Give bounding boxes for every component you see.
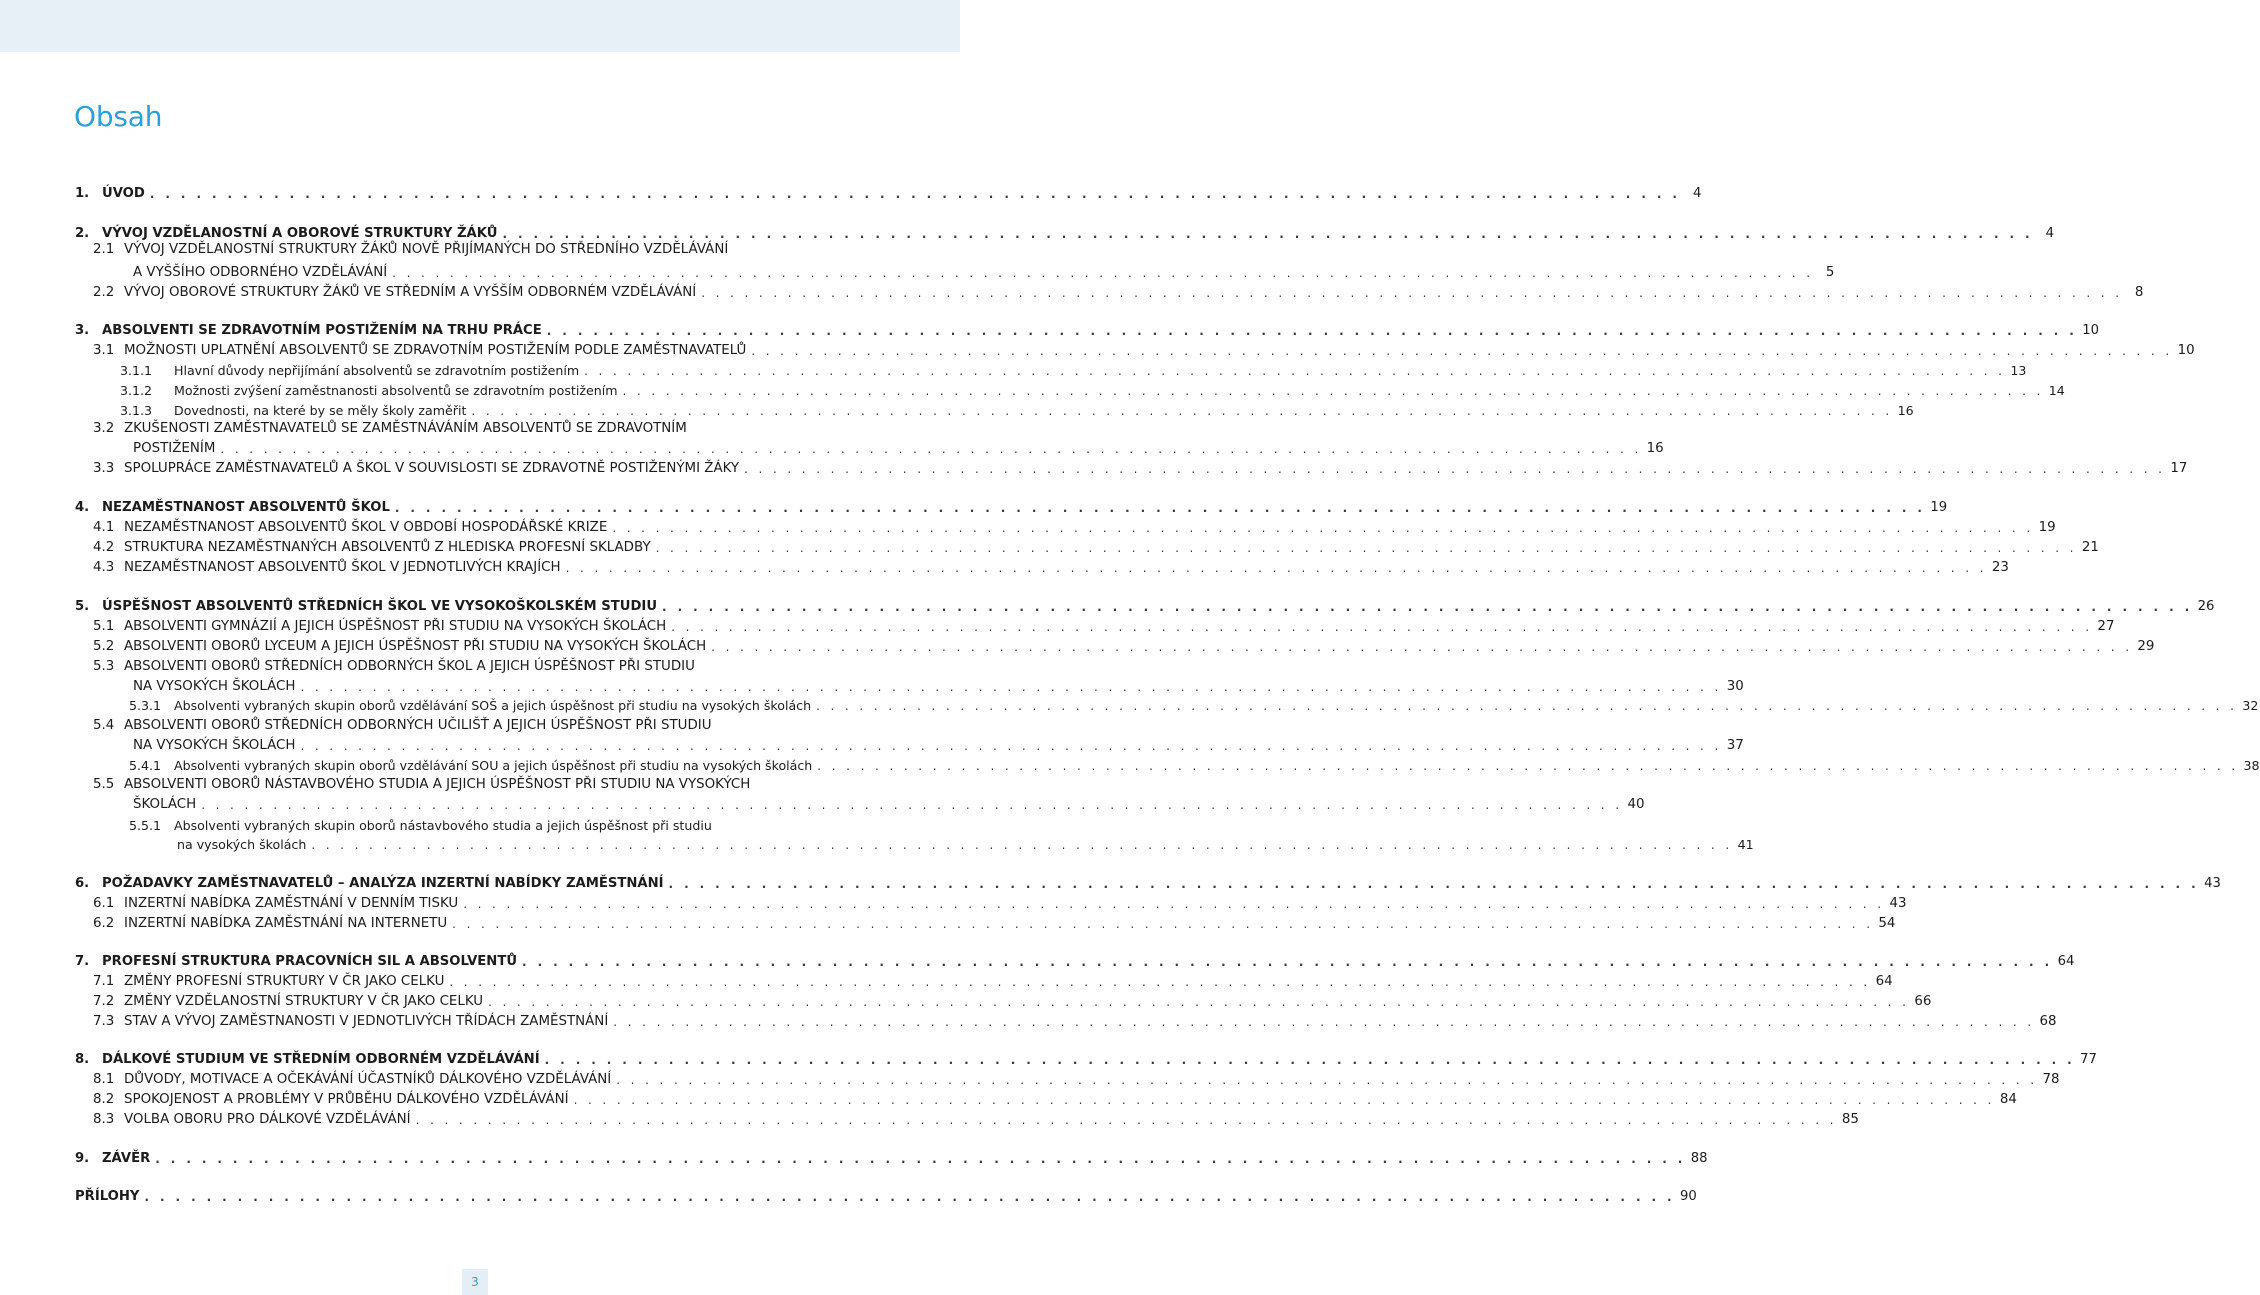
toc-entry-page: 23	[1991, 560, 2009, 575]
toc-entry-number: 5.4.1	[129, 758, 162, 773]
toc-entry-page: 27	[2097, 619, 2115, 634]
toc-entry[interactable]	[120, 360, 2027, 380]
toc-entry-title: PROFESNÍ STRUKTURA PRACOVNÍCH SIL A ABSOLVENTŮ	[102, 954, 518, 969]
toc-entry-number: 3.1	[93, 343, 115, 358]
toc-entry-page: 13	[2010, 363, 2027, 378]
toc-entry[interactable]	[93, 418, 871, 438]
toc-leader-dots: . . . . . . . . . . . . . . . . . . . . . . . . . . . . . . . . . . . . . . . . . . . . . . . . . . . . . . . . . . . . . . . . . . . . . . . . . . . . . . . . . . . . . . . . . . . . . . . . . . .	[452, 917, 1874, 931]
toc-entry-number: 5.3	[93, 659, 115, 674]
toc-entry-number: 4.3	[93, 560, 115, 575]
toc-entry-page: 64	[2057, 954, 2075, 969]
toc-leader-dots: . . . . . . . . . . . . . . . . . . . . . . . . . . . . . . . . . . . . . . . . . . . . . . . . . . . . . . . . . . . . . . . . . . . . . . . . . . . . . . . . . . . . . . . . . . . . . . . . . . .	[565, 561, 1987, 575]
toc-entry-title: VOLBA OBORU PRO DÁLKOVÉ VZDĚLÁVÁNÍ	[124, 1112, 411, 1127]
toc-entry[interactable]	[93, 517, 2056, 537]
toc-entry-page: 43	[1889, 896, 1907, 911]
toc-entry-title: STRUKTURA NEZAMĚSTNANÝCH ABSOLVENTŮ Z HLEDISKA PROFESNÍ SKLADBY	[124, 540, 651, 555]
toc-entry-title: Absolventi vybraných skupin oborů vzdělávání SOU a jejich úspěšnost při studiu na vysokých školách	[174, 758, 813, 773]
toc-entry-title: NA VYSOKÝCH ŠKOLÁCH	[133, 738, 296, 753]
toc-entry-title: ZMĚNY PROFESNÍ STRUKTURY V ČR JAKO CELKU	[124, 974, 445, 989]
toc-entry[interactable]	[75, 183, 1702, 203]
toc-entry-title: POSTIŽENÍM	[133, 441, 216, 456]
toc-leader-dots: . . . . . . . . . . . . . . . . . . . . . . . . . . . . . . . . . . . . . . . . . . . . . . . . . . . . . . . . . . . . . . . . . . . . . . . . . . . . . . . . . . . . . . . . . . . . . . . . . . .	[612, 521, 2034, 535]
toc-entry-page: 64	[1875, 974, 1893, 989]
toc-leader-dots: . . . . . . . . . . . . . . . . . . . . . . . . . . . . . . . . . . . . . . . . . . . . . . . . . . . . . . . . . . . . . . . . . . . . . . . . . . . . . . . . . . . . . . . . . . . . . . . . . . .	[415, 1113, 1837, 1127]
toc-entry[interactable]	[93, 656, 871, 676]
toc-entry-title: ABSOLVENTI OBORŮ LYCEUM A JEJICH ÚSPĚŠNOST PŘI STUDIU NA VYSOKÝCH ŠKOLÁCH	[124, 639, 707, 654]
toc-leader-dots: . . . . . . . . . . . . . . . . . . . . . . . . . . . . . . . . . . . . . . . . . . . . . . . . . . . . . . . . . . . . . . . . . . . . . . . . . . . . . . . . . . . . . . . . . . . . . . . . . . .	[544, 1053, 2076, 1067]
toc-entry[interactable]	[129, 834, 1754, 854]
toc-entry-page: 19	[1930, 500, 1948, 515]
toc-entry-title: INZERTNÍ NABÍDKA ZAMĚSTNÁNÍ NA INTERNETU	[124, 916, 448, 931]
toc-entry-title: Hlavní důvody nepřijímání absolventů se zdravotním postižením	[174, 363, 580, 378]
toc-leader-dots: . . . . . . . . . . . . . . . . . . . . . . . . . . . . . . . . . . . . . . . . . . . . . . . . . . . . . . . . . . . . . . . . . . . . . . . . . . . . . . . . . . . . . . . . . . . . . . . . . . .	[711, 640, 2133, 654]
toc-entry-page: 4	[1692, 186, 1702, 201]
toc-entry-title: ABSOLVENTI OBORŮ STŘEDNÍCH ODBORNÝCH ŠKOL A JEJICH ÚSPĚŠNOST PŘI STUDIU	[124, 659, 695, 674]
toc-entry-title: INZERTNÍ NABÍDKA ZAMĚSTNÁNÍ V DENNÍM TISKU	[124, 896, 459, 911]
toc-entry-title: SPOLUPRÁCE ZAMĚSTNAVATELŮ A ŠKOL V SOUVISLOSTI SE ZDRAVOTNĚ POSTIŽENÝMI ŽÁKY	[124, 461, 740, 476]
toc-entry[interactable]	[75, 1049, 2097, 1069]
toc-leader-dots: . . . . . . . . . . . . . . . . . . . . . . . . . . . . . . . . . . . . . . . . . . . . . . . . . . . . . . . . . . . . . . . . . . . . . . . . . . . . . . . . . . . . . . . . . . . . . . . . . . .	[655, 541, 2077, 555]
toc-entry-page: 66	[1914, 994, 1932, 1009]
toc-leader-dots: . . . . . . . . . . . . . . . . . . . . . . . . . . . . . . . . . . . . . . . . . . . . . . . . . . . . . . . . . . . . . . . . . . . . . . . . . . . . . . . . . . . . . . . . . . . . . . . . . . .	[573, 1093, 1995, 1107]
toc-entry-number: 2.	[75, 226, 90, 241]
toc-entry-page: 21	[2081, 540, 2099, 555]
toc-entry-page: 84	[1999, 1092, 2017, 1107]
toc-leader-dots: . . . . . . . . . . . . . . . . . . . . . . . . . . . . . . . . . . . . . . . . . . . . . . . . . . . . . . . . . . . . . . . . . . . . . . . . . . . . . . . . . . . . . . . . . . . . . . . . . . .	[149, 187, 1681, 201]
toc-entry-page: 85	[1841, 1112, 1859, 1127]
toc-entry-number: 4.1	[93, 520, 115, 535]
toc-leader-dots: . . . . . . . . . . . . . . . . . . . . . . . . . . . . . . . . . . . . . . . . . . . . . . . . . . . . . . . . . . . . . . . . . . . . . . . . . . . . . . . . . . . . . . . . . . . . . . . . . . .	[616, 1073, 2038, 1087]
toc-entry[interactable]	[93, 1089, 2017, 1109]
toc-leader-dots: . . . . . . . . . . . . . . . . . . . . . . . . . . . . . . . . . . . . . . . . . . . . . . . . . . . . . . . . . . . . . . . . . . . . . . . . . . . . . . . . . . . . . . . . . . . . . . . . . . .	[144, 1190, 1675, 1204]
toc-entry[interactable]	[93, 893, 1907, 913]
toc-entry-number: 2.1	[93, 242, 115, 257]
toc-leader-dots: . . . . . . . . . . . . . . . . . . . . . . . . . . . . . . . . . . . . . . . . . . . . . . . . . . . . . . . . . . . . . . . . . . . . . . . . . . . . . . . . . . . . . . . . . . . . . . . . . . .	[463, 897, 1885, 911]
toc-entry-title: ŠKOLÁCH	[133, 797, 197, 812]
toc-entry[interactable]	[93, 438, 1664, 458]
toc-entry-number: 3.	[75, 323, 90, 338]
page-title: Obsah	[74, 100, 163, 133]
toc-entry[interactable]	[129, 755, 2260, 775]
toc-entry-page: 90	[1680, 1189, 1697, 1204]
toc-entry-page: 38	[2243, 758, 2260, 773]
toc-entry-number: 5.3.1	[129, 698, 162, 713]
toc-entry-title: ABSOLVENTI OBORŮ STŘEDNÍCH ODBORNÝCH UČILIŠŤ A JEJICH ÚSPĚŠNOST PŘI STUDIU	[124, 718, 712, 733]
toc-entry-number: 3.1.2	[120, 383, 153, 398]
toc-entry-page: 4	[2045, 226, 2054, 241]
toc-entry-title: ZMĚNY VZDĚLANOSTNÍ STRUKTURY V ČR JAKO CELKU	[124, 994, 484, 1009]
toc-entry[interactable]	[93, 991, 1932, 1011]
toc-leader-dots: . . . . . . . . . . . . . . . . . . . . . . . . . . . . . . . . . . . . . . . . . . . . . . . . . . . . . . . . . . . . . . . . . . . . . . . . . . . . . . . . . . . . . . . . . . . . . . . . . . .	[392, 266, 1814, 280]
toc-leader-dots: . . . . . . . . . . . . . . . . . . . . . . . . . . . . . . . . . . . . . . . . . . . . . . . . . . . . . . . . . . . . . . . . . . . . . . . . . . . . . . . . . . . . . . . . . . . . . . . . . . .	[311, 838, 1733, 852]
toc-entry-title: ABSOLVENTI SE ZDRAVOTNÍM POSTIŽENÍM NA TRHU PRÁCE	[102, 323, 542, 338]
toc-leader-dots: . . . . . . . . . . . . . . . . . . . . . . . . . . . . . . . . . . . . . . . . . . . . . . . . . . . . . . . . . . . . . . . . . . . . . . . . . . . . . . . . . . . . . . . . . . . . . . . . . . .	[744, 462, 2166, 476]
toc-entry-page: 16	[1897, 403, 1914, 418]
toc-entry-page: 29	[2137, 639, 2155, 654]
toc-entry-page: 16	[1646, 441, 1664, 456]
toc-leader-dots: . . . . . . . . . . . . . . . . . . . . . . . . . . . . . . . . . . . . . . . . . . . . . . . . . . . . . . . . . . . . . . . . . . . . . . . . . . . . . . . . . . . . . . . . . . . . . . . . . . .	[220, 442, 1642, 456]
toc-entry-page: 17	[2170, 461, 2188, 476]
toc-entry-title: Absolventi vybraných skupin oborů nástavbového studia a jejich úspěšnost při studiu	[174, 818, 712, 833]
toc-entry[interactable]	[93, 1109, 1859, 1129]
toc-entry-number: 7.1	[93, 974, 115, 989]
toc-entry-page: 41	[1737, 837, 1754, 852]
toc-entry-page: 10	[2177, 343, 2195, 358]
toc-entry[interactable]	[120, 380, 2065, 400]
toc-entry-number: 3.1.1	[120, 363, 153, 378]
toc-entry[interactable]	[93, 340, 2195, 360]
toc-entry[interactable]	[93, 282, 2144, 302]
toc-leader-dots: . . . . . . . . . . . . . . . . . . . . . . . . . . . . . . . . . . . . . . . . . . . . . . . . . . . . . . . . . . . . . . . . . . . . . . . . . . . . . . . . . . . . . . . . . . . . . . . . . . .	[522, 955, 2053, 969]
toc-entry-number: 8.	[75, 1052, 90, 1067]
toc-entry-title: POŽADAVKY ZAMĚSTNAVATELŮ – ANALÝZA INZERTNÍ NABÍDKY ZAMĚSTNÁNÍ	[102, 876, 664, 891]
toc-entry-title: VÝVOJ OBOROVÉ STRUKTURY ŽÁKŮ VE STŘEDNÍM A VYŠŠÍM ODBORNÉM VZDĚLÁVÁNÍ	[124, 285, 697, 300]
toc-entry[interactable]	[75, 596, 2215, 616]
toc-leader-dots: . . . . . . . . . . . . . . . . . . . . . . . . . . . . . . . . . . . . . . . . . . . . . . . . . . . . . . . . . . . . . . . . . . . . . . . . . . . . . . . . . . . . . . . . . . . . . . . . . . .	[471, 404, 1893, 418]
toc-leader-dots: . . . . . . . . . . . . . . . . . . . . . . . . . . . . . . . . . . . . . . . . . . . . . . . . . . . . . . . . . . . . . . . . . . . . . . . . . . . . . . . . . . . . . . . . . . . . . . . . . . .	[300, 680, 1722, 694]
toc-entry-number: 8.1	[93, 1072, 115, 1087]
toc-entry-page: 19	[2038, 520, 2056, 535]
toc-leader-dots: . . . . . . . . . . . . . . . . . . . . . . . . . . . . . . . . . . . . . . . . . . . . . . . . . . . . . . . . . . . . . . . . . . . . . . . . . . . . . . . . . . . . . . . . . . . . . . . . . . .	[613, 1015, 2035, 1029]
toc-entry-page: 8	[2134, 285, 2144, 300]
toc-entry[interactable]	[93, 913, 1896, 933]
toc-entry-page: 26	[2197, 599, 2215, 614]
toc-entry-number: 6.1	[93, 896, 115, 911]
toc-entry[interactable]	[75, 1148, 1708, 1168]
toc-entry-title: ABSOLVENTI GYMNÁZIÍ A JEJICH ÚSPĚŠNOST PŘI STUDIU NA VYSOKÝCH ŠKOLÁCH	[124, 619, 667, 634]
toc-entry[interactable]	[93, 537, 2099, 557]
toc-entry-page: 43	[2204, 876, 2221, 891]
toc-entry-number: 6.2	[93, 916, 115, 931]
toc-leader-dots: . . . . . . . . . . . . . . . . . . . . . . . . . . . . . . . . . . . . . . . . . . . . . . . . . . . . . . . . . . . . . . . . . . . . . . . . . . . . . . . . . . . . . . . . . . . . . . . . . . .	[668, 877, 2200, 891]
toc-entry[interactable]	[93, 557, 2009, 577]
toc-leader-dots: . . . . . . . . . . . . . . . . . . . . . . . . . . . . . . . . . . . . . . . . . . . . . . . . . . . . . . . . . . . . . . . . . . . . . . . . . . . . . . . . . . . . . . . . . . . . . . . . . . .	[584, 364, 2006, 378]
toc-entry[interactable]	[93, 262, 1835, 282]
toc-entry[interactable]	[75, 320, 2100, 340]
toc-leader-dots: . . . . . . . . . . . . . . . . . . . . . . . . . . . . . . . . . . . . . . . . . . . . . . . . . . . . . . . . . . . . . . . . . . . . . . . . . . . . . . . . . . . . . . . . . . . . . . . . . . .	[751, 344, 2173, 358]
toc-entry-title: Absolventi vybraných skupin oborů vzdělávání SOŠ a jejich úspěšnost při studiu na vysokých školách	[174, 698, 812, 713]
toc-entry-page: 77	[2080, 1052, 2097, 1067]
toc-entry[interactable]	[93, 774, 871, 794]
toc-entry-number: 5.1	[93, 619, 115, 634]
toc-leader-dots: . . . . . . . . . . . . . . . . . . . . . . . . . . . . . . . . . . . . . . . . . . . . . . . . . . . . . . . . . . . . . . . . . . . . . . . . . . . . . . . . . . . . . . . . . . . . . . . . . . .	[662, 600, 2193, 614]
toc-entry-number: 7.	[75, 954, 90, 969]
toc-entry-title: NEZAMĚSTNANOST ABSOLVENTŮ ŠKOL	[102, 500, 390, 515]
toc-entry-title: ABSOLVENTI OBORŮ NÁSTAVBOVÉHO STUDIA A JEJICH ÚSPĚŠNOST PŘI STUDIU NA VYSOKÝCH	[124, 777, 751, 792]
toc-entry[interactable]	[93, 616, 2115, 636]
toc-entry-title: ZKUŠENOSTI ZAMĚSTNAVATELŮ SE ZAMĚSTNÁVÁNÍM ABSOLVENTŮ SE ZDRAVOTNÍM	[124, 421, 687, 436]
toc-leader-dots: . . . . . . . . . . . . . . . . . . . . . . . . . . . . . . . . . . . . . . . . . . . . . . . . . . . . . . . . . . . . . . . . . . . . . . . . . . . . . . . . . . . . . . . . . . . . . . . . . . .	[671, 620, 2093, 634]
toc-entry-number: 4.2	[93, 540, 115, 555]
toc-entry[interactable]	[129, 695, 2259, 715]
toc-entry-page: 40	[1627, 797, 1645, 812]
toc-entry-title: Dovednosti, na které by se měly školy zaměřit	[174, 403, 467, 418]
toc-entry-page: 68	[2039, 1014, 2057, 1029]
toc-entry-title: VÝVOJ VZDĚLANOSTNÍ STRUKTURY ŽÁKŮ NOVĚ PŘIJÍMANÝCH DO STŘEDNÍHO VZDĚLÁVÁNÍ	[124, 242, 729, 257]
toc-entry[interactable]	[93, 1069, 2060, 1089]
toc-entry[interactable]	[75, 497, 1948, 517]
toc-entry[interactable]	[129, 815, 871, 835]
toc-entry-title: DÁLKOVÉ STUDIUM VE STŘEDNÍM ODBORNÉM VZDĚLÁVÁNÍ	[102, 1052, 540, 1067]
toc-entry-number: 5.5	[93, 777, 115, 792]
toc-entry[interactable]	[75, 1186, 1697, 1206]
toc-leader-dots: . . . . . . . . . . . . . . . . . . . . . . . . . . . . . . . . . . . . . . . . . . . . . . . . . . . . . . . . . . . . . . . . . . . . . . . . . . . . . . . . . . . . . . . . . . . . . . . . . . .	[155, 1152, 1686, 1166]
toc-leader-dots: . . . . . . . . . . . . . . . . . . . . . . . . . . . . . . . . . . . . . . . . . . . . . . . . . . . . . . . . . . . . . . . . . . . . . . . . . . . . . . . . . . . . . . . . . . . . . . . . . . .	[701, 286, 2123, 300]
toc-entry-number: 8.3	[93, 1112, 115, 1127]
toc-entry-number: 7.2	[93, 994, 115, 1009]
toc-leader-dots: . . . . . . . . . . . . . . . . . . . . . . . . . . . . . . . . . . . . . . . . . . . . . . . . . . . . . . . . . . . . . . . . . . . . . . . . . . . . . . . . . . . . . . . . . . . . . . . . . . .	[488, 995, 1910, 1009]
toc-entry-title: na vysokých školách	[177, 837, 307, 852]
toc-entry-number: 5.	[75, 599, 90, 614]
toc-entry-page: 54	[1878, 916, 1896, 931]
toc-leader-dots: . . . . . . . . . . . . . . . . . . . . . . . . . . . . . . . . . . . . . . . . . . . . . . . . . . . . . . . . . . . . . . . . . . . . . . . . . . . . . . . . . . . . . . . . . . . . . . . . . . .	[546, 324, 2078, 338]
toc-entry-title: ZÁVĚR	[102, 1151, 151, 1166]
toc-leader-dots: . . . . . . . . . . . . . . . . . . . . . . . . . . . . . . . . . . . . . . . . . . . . . . . . . . . . . . . . . . . . . . . . . . . . . . . . . . . . . . . . . . . . . . . . . . . . . . . . . . .	[394, 501, 1926, 515]
toc-entry-number: 6.	[75, 876, 90, 891]
toc-entry-number: 3.2	[93, 421, 115, 436]
toc-entry[interactable]	[120, 400, 1914, 420]
toc-entry-number: 8.2	[93, 1092, 115, 1107]
toc-entry[interactable]	[75, 873, 2221, 893]
toc-entry-number: 3.3	[93, 461, 115, 476]
toc-entry-number: 5.4	[93, 718, 115, 733]
toc-entry-number: 4.	[75, 500, 90, 515]
toc-entry[interactable]	[93, 971, 1893, 991]
toc-entry-number: 7.3	[93, 1014, 115, 1029]
page-number: 3	[462, 1269, 488, 1295]
toc-entry-number: 9.	[75, 1151, 90, 1166]
toc-entry[interactable]	[93, 1011, 2057, 1031]
toc-entry-title: SPOKOJENOST A PROBLÉMY V PRŮBĚHU DÁLKOVÉHO VZDĚLÁVÁNÍ	[124, 1092, 569, 1107]
toc-entry-title: NEZAMĚSTNANOST ABSOLVENTŮ ŠKOL V JEDNOTLIVÝCH KRAJÍCH	[124, 560, 561, 575]
toc-entry-title: ÚSPĚŠNOST ABSOLVENTŮ STŘEDNÍCH ŠKOL VE VYSOKOŠKOLSKÉM STUDIU	[102, 599, 658, 614]
toc-entry-page: 88	[1690, 1151, 1708, 1166]
toc-entry[interactable]	[93, 636, 2155, 656]
toc-entry[interactable]	[93, 715, 871, 735]
toc-entry[interactable]	[93, 458, 2188, 478]
toc-entry-page: 78	[2042, 1072, 2060, 1087]
toc-entry-page: 30	[1726, 679, 1744, 694]
toc-entry-title: DŮVODY, MOTIVACE A OČEKÁVÁNÍ ÚČASTNÍKŮ DÁLKOVÉHO VZDĚLÁVÁNÍ	[124, 1072, 612, 1087]
toc-entry-number: 5.2	[93, 639, 115, 654]
toc-leader-dots: . . . . . . . . . . . . . . . . . . . . . . . . . . . . . . . . . . . . . . . . . . . . . . . . . . . . . . . . . . . . . . . . . . . . . . . . . . . . . . . . . . . . . . . . . . . . . . . . . . .	[449, 975, 1871, 989]
toc-entry-title: PŘÍLOHY	[75, 1189, 140, 1204]
toc-entry-number: 3.1.3	[120, 403, 153, 418]
toc-leader-dots: . . . . . . . . . . . . . . . . . . . . . . . . . . . . . . . . . . . . . . . . . . . . . . . . . . . . . . . . . . . . . . . . . . . . . . . . . . . . . . . . . . . . . . . . . . . . . . . . . . .	[502, 227, 2033, 241]
toc-entry-title: STAV A VÝVOJ ZAMĚSTNANOSTI V JEDNOTLIVÝCH TŘÍDÁCH ZAMĚSTNÁNÍ	[124, 1014, 609, 1029]
toc-leader-dots: . . . . . . . . . . . . . . . . . . . . . . . . . . . . . . . . . . . . . . . . . . . . . . . . . . . . . . . . . . . . . . . . . . . . . . . . . . . . . . . . . . . . . . . . . . . . . . . . . . .	[622, 384, 2044, 398]
toc-entry-number: 2.2	[93, 285, 115, 300]
toc-leader-dots: . . . . . . . . . . . . . . . . . . . . . . . . . . . . . . . . . . . . . . . . . . . . . . . . . . . . . . . . . . . . . . . . . . . . . . . . . . . . . . . . . . . . . . . . . . . . . . . . . . .	[817, 759, 2239, 773]
toc-leader-dots: . . . . . . . . . . . . . . . . . . . . . . . . . . . . . . . . . . . . . . . . . . . . . . . . . . . . . . . . . . . . . . . . . . . . . . . . . . . . . . . . . . . . . . . . . . . . . . . . . . .	[201, 798, 1623, 812]
toc-entry-title: NEZAMĚSTNANOST ABSOLVENTŮ ŠKOL V OBDOBÍ HOSPODÁŘSKÉ KRIZE	[124, 520, 608, 535]
toc-entry-page: 32	[2242, 698, 2259, 713]
toc-entry-title: MOŽNOSTI UPLATNĚNÍ ABSOLVENTŮ SE ZDRAVOTNÍM POSTIŽENÍM PODLE ZAMĚSTNAVATELŮ	[124, 343, 747, 358]
toc-entry[interactable]	[93, 794, 1645, 814]
toc-entry-title: NA VYSOKÝCH ŠKOLÁCH	[133, 679, 296, 694]
toc-entry[interactable]	[93, 676, 1744, 696]
toc-entry-title: Možnosti zvýšení zaměstnanosti absolventů se zdravotním postižením	[174, 383, 618, 398]
toc-entry-page: 10	[2082, 323, 2100, 338]
toc-entry-title: ÚVOD	[102, 186, 145, 201]
toc-leader-dots: . . . . . . . . . . . . . . . . . . . . . . . . . . . . . . . . . . . . . . . . . . . . . . . . . . . . . . . . . . . . . . . . . . . . . . . . . . . . . . . . . . . . . . . . . . . . . . . . . . .	[816, 699, 2238, 713]
toc-entry-page: 37	[1726, 738, 1744, 753]
toc-entry[interactable]	[93, 239, 871, 259]
toc-entry-title: VÝVOJ VZDĚLANOSTNÍ A OBOROVÉ STRUKTURY ŽÁKŮ	[102, 226, 498, 241]
toc-entry[interactable]	[93, 735, 1744, 755]
toc-entry-title: A VYŠŠÍHO ODBORNÉHO VZDĚLÁVÁNÍ	[133, 265, 388, 280]
toc-entry[interactable]	[75, 951, 2075, 971]
toc-entry-number: 5.5.1	[129, 818, 162, 833]
toc-entry-page: 14	[2048, 383, 2065, 398]
toc-leader-dots: . . . . . . . . . . . . . . . . . . . . . . . . . . . . . . . . . . . . . . . . . . . . . . . . . . . . . . . . . . . . . . . . . . . . . . . . . . . . . . . . . . . . . . . . . . . . . . . . . . .	[300, 739, 1722, 753]
toc-entry-page: 5	[1825, 265, 1835, 280]
toc-entry-number: 1.	[75, 186, 90, 201]
